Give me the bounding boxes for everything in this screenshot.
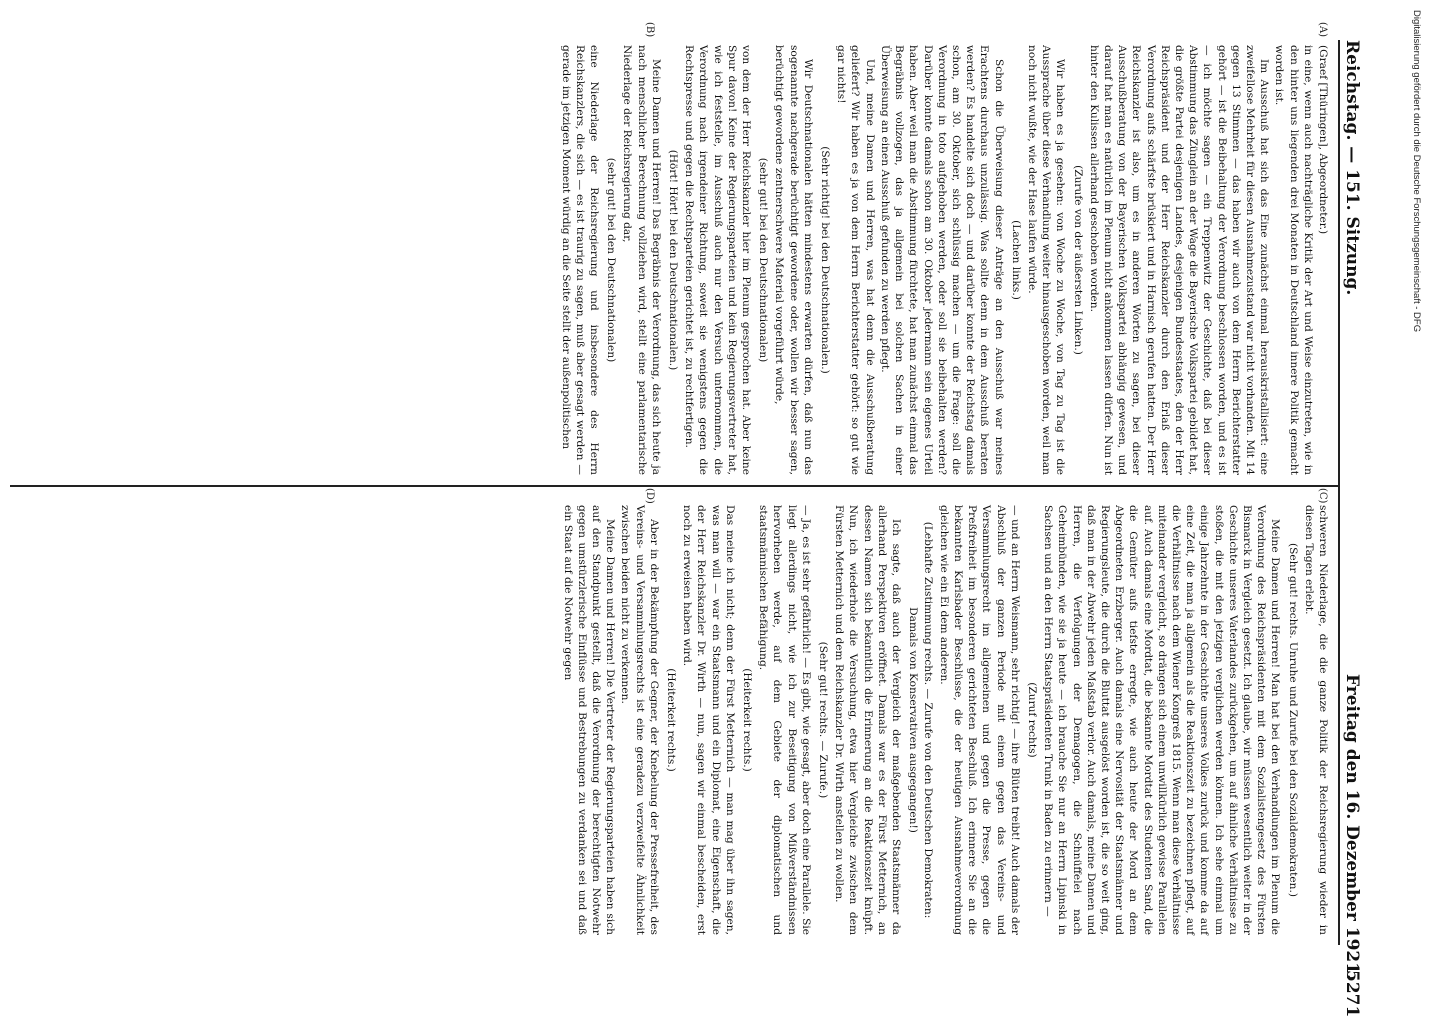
left-column — [557, 45, 1330, 475]
interjection: (sehr gut! bei den Deutschnationalen) — [757, 157, 770, 363]
paragraph: eine Niederlage der Reichsregierung und insbesondere des Herrn Reichskanzlers, die sich — es ist traurig zu sagen, muß aber gesagt werden — gerade im jetzigen Moment würdig an die Seite stellt der außenpolitischen — [559, 45, 601, 475]
paragraph: schweren Niederlage, die die ganze Politik der Reichsregierung wieder in diesen Tagen erlebt. — [1302, 505, 1329, 935]
margin-marker-c: (C) — [1317, 488, 1328, 504]
page-number: 5271 — [1342, 970, 1362, 1017]
interjection: (Sehr richtig! bei den Deutschnationalen.) — [819, 146, 832, 374]
interjection: (Zuruf rechts) — [1025, 682, 1038, 758]
margin-marker-b: (B) — [644, 22, 655, 38]
paragraph: Meine Damen und Herren! Das Begräbnis der Verordnung, das sich heute ja nach menschlicher Berechnung vollziehen wird, stellt eine parlamentarische Niederlage der Reichsregierung dar, — [621, 45, 662, 475]
paragraph: — und an Herrn Weismann, sehr richtig! — ihre Blüten treibt! Auch damals der Abschluß der ganzen Periode mit einem gegen das Vereins- und Versammlungsrecht im allgemeinen und gegen die Presse, gegen die Preßfreiheit im besonderen gerichteten Beschluß. Ich erinnere Sie an die bekannten Karlsbader Beschlüsse, die der heutigen Ausnahmeverordnung gleichen wie ein Ei dem anderen. — [937, 505, 1021, 935]
interjection: (Hört! Hört! bei den Deutschnationalen.) — [667, 149, 680, 371]
paragraph: Wir Deutschnationalen hätten mindestens erwarten dürfen, daß nun das sogenannte nachgerade berüchtigt gewordene oder, wollen wir besser sagen, berüchtigt gewordene zentnerschwere Material vorgeführt würde, — [773, 45, 814, 475]
paragraph: in eine, wenn auch nachträgliche Kritik der Art und Weise einzutreten, wie in den hinter uns liegenden drei Monaten in Deutschland innere Politik gemacht worden ist. — [1273, 45, 1314, 475]
paragraph: Meine Damen und Herren! Die Vertreter der Regierungsparteien haben sich auf den Standpunkt gestellt, daß die Verordnung der berechtigten Notwehr gegen umstürzlerische Einflüsse und Bestrebungen zu verdanken sei und daß ein Staat auf die Notwehr gegen — [561, 505, 617, 935]
interjection: (Zurufe von der äußersten Linken.) — [1071, 165, 1084, 355]
paragraph: Aber in der Bekämpfung der Gegner, der Knebelung der Pressefreiheit, des Vereins- und Versammlungsrechts ist eine geradezu verzweifelte Ähnlichkeit zwischen beiden nicht zu verkennen. — [619, 505, 660, 935]
paragraph: — Ja, es ist sehr gefährlich! — Es gibt, wie gesagt, aber doch eine Parallele. Sie liegt allerdings nicht, wie ich zur Beseitigung von Mißverständnissen hervorheben werde, auf dem Gebiete der diplomatischen und staatsmännischen Befähigung. — [757, 505, 812, 935]
right-column — [559, 505, 1330, 935]
interjection: (Heiterkeit rechts.) — [665, 668, 678, 772]
paragraph: Ich sagte, daß auch der Vergleich der maßgebenden Staatsmänner da allerhand Perspektiven eröffnet. Damals war es der Fürst Metternich, an dessen Namen sich bekanntlich die Erinnerung an die Reaktionszeit knüpft. Nun, ich wiederhole die Versuchung, etwa hier Vergleiche zwischen dem Fürsten Metternich und dem Reichskanzler Dr. Wirth anstellen zu wollen. — [833, 505, 903, 935]
interjection: (sehr gut! bei den Deutschnationalen) — [605, 157, 618, 363]
margin-marker-d: (D) — [644, 488, 655, 504]
margin-marker-a: (A) — [1317, 22, 1328, 38]
paragraph: Meine Damen und Herren! Man hat bei den Verhandlungen im Plenum die Verordnung des Reichspräsidenten mit dem Sozialistengesetz des Fürsten Bismarck in Vergleich gesetzt. Ich glaube, wir müssen wesentlich weiter in der Geschichte unseres Vaterlandes zurückgehen, um auf ähnliche Verhältnisse zu stoßen, die mit den jetzigen verglichen werden können. Ich sehe einmal um einige Jahrzehnte in der Geschichte unseres Volkes zurück und komme da auf eine Zeit, die man ja allgemein als die Reaktionszeit zu bezeichnen pflegt, auf die Verhältnisse nach dem Wiener Kongreß 1815. Wenn man diese Verhältnisse miteinander vergleicht, so drängen sich einem unwillkürlich gewisse Parallelen auf. Auch damals eine Mordtat, die bekannte Mordtat des Studenten Sand, die die Gemüter aufs tiefste erregte, wie auch heute der Mord an dem Abgeordneten Erzberger. Auch damals eine Nervosität der Staatsmänner und Regierungsleute, die durch die Bluttat ausgelöst worden ist, die so weit ging, daß man in der Abwehr jeden Maßstab verlor. Auch damals, meine Damen und Herren, die Verfolgungen der Demagogen, die Schnüffelei nach Geheimbünden, wie sie ja heute — ich brauche Sie nur an Herrn Lipinski in Sachsen und an den Herrn Staatspräsidenten Trunk in Baden zu erinnern — — [1042, 505, 1282, 935]
header-left-title: Reichstag. — 151. Sitzung. — [1342, 40, 1362, 296]
header-right-title: Freitag den 16. Dezember 1921. — [1342, 674, 1362, 980]
speaker-line: (Graef [Thüringen], Abgeordneter.) — [1317, 45, 1329, 235]
digitization-note-text: Digitalisierung gefördert durch die Deutsche Forschungsgemeinschaft - DFG — [1411, 10, 1422, 333]
header-rule — [1338, 40, 1340, 945]
paragraph: Und, meine Damen und Herren, was hat denn die Ausschußberatung geliefert? Wir haben es ja von dem Herrn Berichterstatter gehört: so gut wie gar nichts! — [835, 45, 876, 475]
paragraph: von dem der Herr Reichskanzler hier im Plenum gesprochen hat. Aber keine Spur davon! Keine der Regierungsparteien und kein Regierungsvertreter hat, wie ich feststelle, im Ausschuß auch nur den Versuch unternommen, die Verordnung nach irgendeiner Richtung, soweit sie wenigstens gegen die Rechtspresse und gegen die Rechtsparteien gerichtet ist, zu rechtfertigen. — [683, 45, 753, 475]
interjection: (Lebhafte Zustimmung rechts. — Zurufe von den Deutschen Demokraten: Damals von Konservativen ausgegangen!) — [907, 521, 934, 919]
paragraph: Das meine ich nicht; denn der Fürst Metternich — man mag über ihn sagen, was man will — war ein Staatsmann und ein Diplomat, eine Eigenschaft, die der Herr Reichskanzler Dr. Wirth — nun, sagen wir einmal bescheiden, erst noch zu erweisen haben wird. — [681, 505, 736, 935]
paragraph: Schon die Überweisung dieser Anträge an den Ausschuß war meines Erachtens durchaus unzulässig. Was sollte denn in dem Ausschuß beraten werden? Es handelte sich doch — und darüber konnte der Reichstag damals schon, am 30. Oktober, sich schlüssig machen — um die Frage: soll die Verordnung in toto aufgehoben werden, oder soll sie beibehalten werden? Darüber konnte damals schon am 30. Oktober jedermann sein eigenes Urteil haben. Aber weil man die Abstimmung fürchtete, hat man zunächst einmal das Begräbnis vollzogen, das ja allgemein bei solchen Sachen in einer Überweisung an einen Ausschuß gefunden zu werden pflegt. — [878, 45, 1005, 475]
interjection: (Sehr gut! rechts. Unruhe und Zurufe bei den Sozialdemokraten.) — [1286, 543, 1299, 897]
interjection: (Heiterkeit rechts.) — [741, 668, 754, 772]
paragraph: Im Ausschuß hat sich das Eine zunächst einmal herauskristallisiert: eine zweifellose Mehrheit für diesen Ausnahmezustand war nicht vorhanden. Mit 14 gegen 13 Stimmen — das haben wir auch von dem Herrn Berichterstatter gehört — ist die Beibehaltung der Verordnung beschlossen worden, und es ist — ich möchte sagen — ein Treppenwitz der Geschichte, daß bei dieser Abstimmung das Zünglein an der Wage die Bayerische Volkspartei gebildet hat, die größte Partei desjenigen Landes, desjenigen Bundesstaates, den der Herr Reichspräsident und der Herr Reichskanzler durch den Erlaß dieser Verordnung aufs schärfste brüskiert und in Harnisch gerufen hatten. Der Herr Reichskanzler ist also, um es in anderen Worten zu sagen, bei dieser Ausschußberatung von der Bayerischen Volkspartei abhängig gewesen, und darauf hat man es natürlich im Plenum nicht ankommen lassen dürfen. Nun ist hinter den Kulissen allerhand geschoben worden. — [1087, 45, 1271, 475]
interjection: (Lachen links.) — [1009, 220, 1022, 300]
paragraph: Wir haben es ja gesehen: von Woche zu Woche, von Tag zu Tag ist die Aussprache über diese Verhandlung weiter hinausgeschoben worden, weil man noch nicht wußte, wie der Hase laufen würde. — [1025, 45, 1067, 475]
column-divider — [10, 485, 1340, 487]
page-header — [1338, 40, 1368, 1017]
interjection: (Sehr gut! rechts. — Zurufe.) — [817, 641, 830, 799]
digitization-note — [1408, 10, 1430, 790]
